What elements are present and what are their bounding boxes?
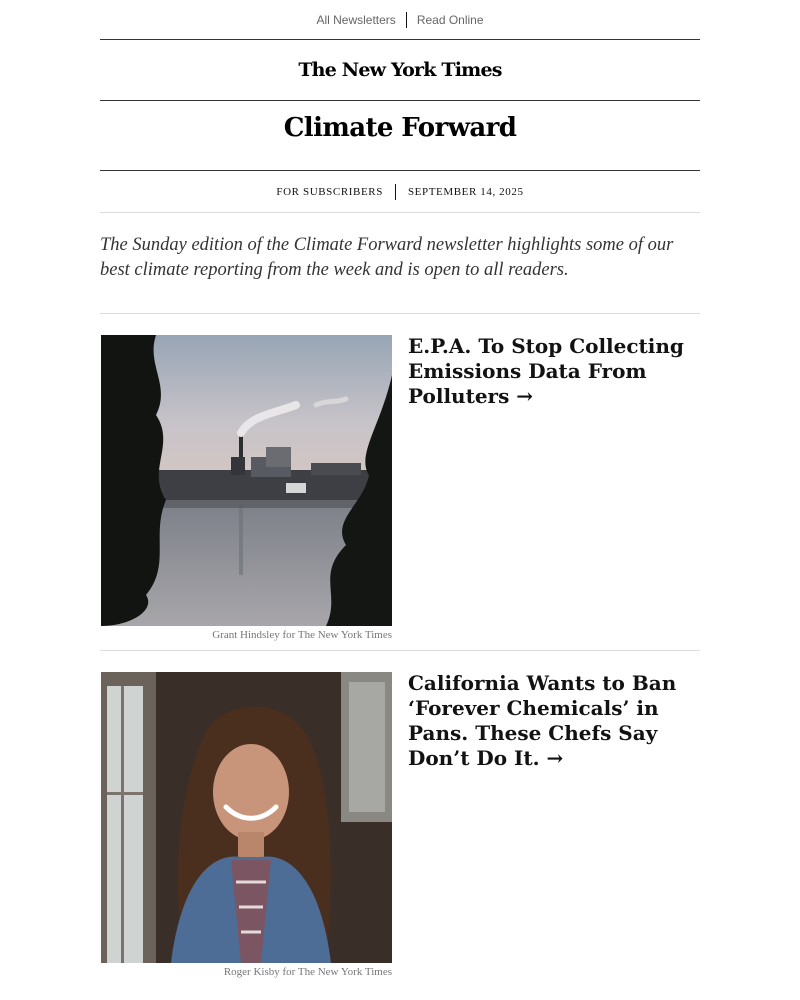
photo-credit: Roger Kisby for The New York Times: [223, 966, 392, 978]
photo-credit: Grant Hindsley for The New York Times: [212, 629, 392, 641]
issue-date: SEPTEMBER 14, 2025: [407, 185, 524, 198]
nyt-logo[interactable]: The New York Times: [298, 59, 502, 81]
audience-label: FOR SUBSCRIBERS: [276, 185, 383, 198]
story-headline-link[interactable]: E.P.A. To Stop Collecting Emissions Data From Polluters →: [408, 334, 684, 408]
industrial-plant-photo: [101, 335, 392, 626]
top-links: [100, 0, 700, 39]
chef-portrait-photo: [101, 672, 392, 963]
all-newsletters-link[interactable]: All Newsletters: [316, 12, 396, 27]
newsletter: [100, 0, 700, 987]
story-headline-link[interactable]: California Wants to Ban ‘Forever Chemicals’ in Pans. These Chefs Say Don’t Do It. →: [408, 671, 677, 770]
intro-text: The Sunday edition of the Climate Forward newsletter highlights some of our best climate reporting from the week and is open to all readers.: [100, 235, 674, 280]
newsletter-title[interactable]: Climate Forward: [283, 112, 517, 143]
masthead: [100, 40, 700, 100]
newsletter-title-row: [100, 101, 700, 170]
story-item: [100, 314, 700, 650]
newsletter-meta: [100, 171, 700, 212]
story-photo[interactable]: [101, 335, 392, 626]
story-item: [100, 651, 700, 987]
divider: [100, 212, 700, 213]
read-online-link[interactable]: Read Online: [416, 12, 484, 27]
story-photo[interactable]: [101, 672, 392, 963]
